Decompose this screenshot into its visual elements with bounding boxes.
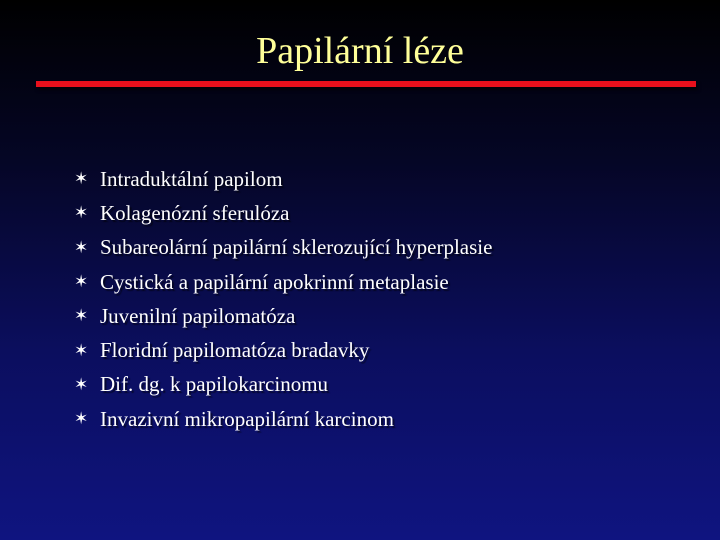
list-item — [74, 196, 492, 230]
list-item — [74, 231, 492, 265]
list-item — [74, 368, 492, 402]
bullet-list — [74, 162, 492, 436]
star-bullet-icon: ✶ — [74, 169, 89, 190]
star-bullet-icon: ✶ — [74, 409, 89, 430]
list-item-label: Dif. dg. k papilokarcinomu — [100, 372, 329, 397]
star-bullet-icon: ✶ — [74, 340, 89, 361]
list-item-label: Cystická a papilární apokrinní metaplasie — [100, 269, 449, 294]
list-item-label: Kolagenózní sferulóza — [100, 200, 290, 225]
star-bullet-icon: ✶ — [74, 272, 89, 293]
list-item — [74, 333, 492, 367]
list-item-label: Intraduktální papilom — [100, 166, 283, 191]
list-item — [74, 265, 492, 299]
star-bullet-icon: ✶ — [74, 237, 89, 258]
list-item — [74, 162, 492, 196]
list-item-label: Subareolární papilární sklerozující hyperplasie — [100, 235, 493, 260]
list-item-label: Invazivní mikropapilární karcinom — [100, 406, 394, 431]
list-item — [74, 299, 492, 333]
star-bullet-icon: ✶ — [74, 374, 89, 395]
star-bullet-icon: ✶ — [74, 306, 89, 327]
title-underline — [36, 81, 696, 87]
slide-title: Papilární léze — [256, 30, 464, 72]
star-bullet-icon: ✶ — [74, 203, 89, 224]
list-item — [74, 402, 492, 436]
list-item-label: Floridní papilomatóza bradavky — [100, 338, 370, 363]
list-item-label: Juvenilní papilomatóza — [100, 303, 296, 328]
